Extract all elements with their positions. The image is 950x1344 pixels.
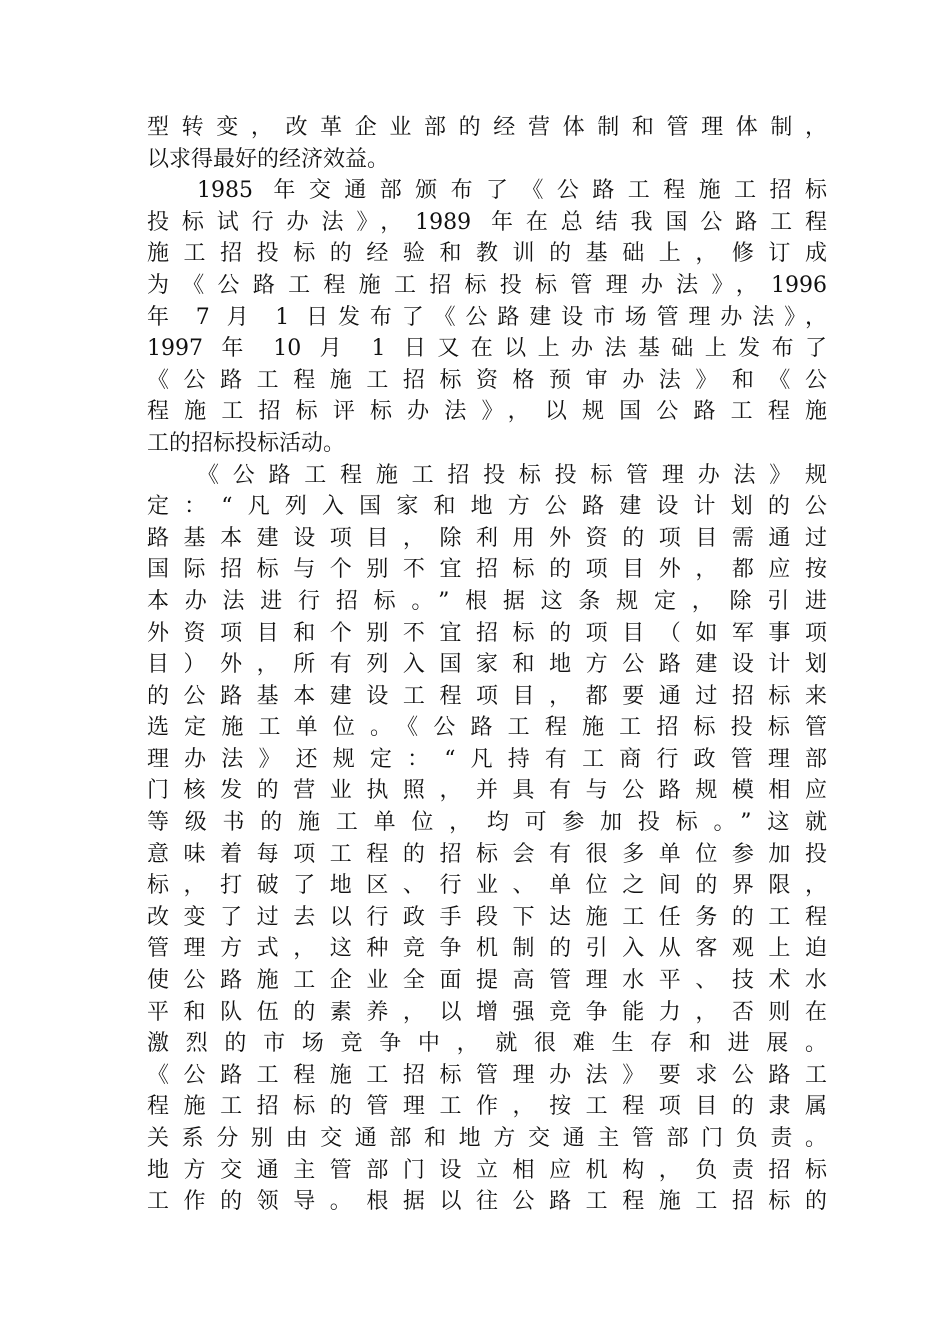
text-line: 程施工招标的管理工作，按工程项目的隶属 (147, 1094, 827, 1120)
text-line: 《公路工程施工招投标投标管理办法》规 (197, 462, 827, 488)
text-line: 1997 年 10 月 1 日又在以上办法基础上发布了 (147, 336, 827, 362)
text-line: 管理方式，这种竞争机制的引入从客观上迫 (147, 936, 827, 962)
text-line: 国际招标与个别不宜招标的项目外，都应按 (147, 557, 827, 583)
text-line: 1985 年交通部颁布了《公路工程施工招标 (197, 178, 827, 204)
text-line: 标，打破了地区、行业、单位之间的界限， (147, 873, 827, 899)
text-line: 理办法》还规定：“凡持有工商行政管理部 (147, 746, 827, 772)
text-line: 关系分别由交通部和地方交通主管部门负责。 (147, 1126, 827, 1151)
text-line: 《公路工程施工招标资格预审办法》和《公 (147, 367, 827, 393)
text-line: 平和队伍的素养，以增强竞争能力，否则在 (147, 999, 827, 1025)
text-line: 工的招标投标活动。 (147, 430, 346, 456)
text-line: 路基本建设项目，除利用外资的项目需通过 (147, 525, 827, 551)
text-line: 以求得最好的经济效益。 (147, 146, 390, 172)
text-line: 激烈的市场竞争中，就很难生存和进展。 (147, 1031, 827, 1057)
text-line: 型转变，改革企业部的经营体制和管理体制， (147, 115, 827, 140)
text-line: 工作的领导。根据以往公路工程施工招标的 (147, 1189, 827, 1215)
text-line: 为《公路工程施工招标投标管理办法》，1996 (147, 272, 827, 298)
text-line: 门核发的营业执照，并具有与公路规模相应 (147, 778, 827, 804)
text-line: 目）外，所有列入国家和地方公路建设计划 (147, 652, 827, 678)
text-line: 使公路施工企业全面提高管理水平、技术水 (147, 968, 827, 994)
text-line: 意味着每项工程的招标会有很多单位参加投 (147, 841, 827, 867)
text-line: 定：“凡列入国家和地方公路建设计划的公 (147, 494, 827, 520)
document-body-text (147, 112, 827, 1218)
text-line: 外资项目和个别不宜招标的项目（如军事项 (147, 620, 827, 646)
text-line: 施工招投标的经验和教训的基础上，修订成 (147, 241, 827, 267)
text-line: 本办法进行招标。”根据这条规定，除引进 (147, 588, 827, 614)
text-line: 《公路工程施工招标管理办法》要求公路工 (147, 1062, 827, 1088)
text-line: 年 7 月 1 日发布了《公路建设市场管理办法》， (147, 304, 827, 330)
text-line: 地方交通主管部门设立相应机构，负责招标 (147, 1157, 827, 1183)
text-line: 选定施工单位。《公路工程施工招标投标管 (147, 715, 827, 741)
text-line: 的公路基本建设工程项目，都要通过招标来 (147, 683, 827, 709)
text-line: 投标试行办法》，1989 年在总结我国公路工程 (147, 209, 827, 235)
text-line: 程施工招标评标办法》，以规国公路工程施 (147, 399, 827, 425)
text-line: 改变了过去以行政手段下达施工任务的工程 (147, 904, 827, 930)
text-line: 等级书的施工单位，均可参加投标。”这就 (147, 810, 827, 836)
